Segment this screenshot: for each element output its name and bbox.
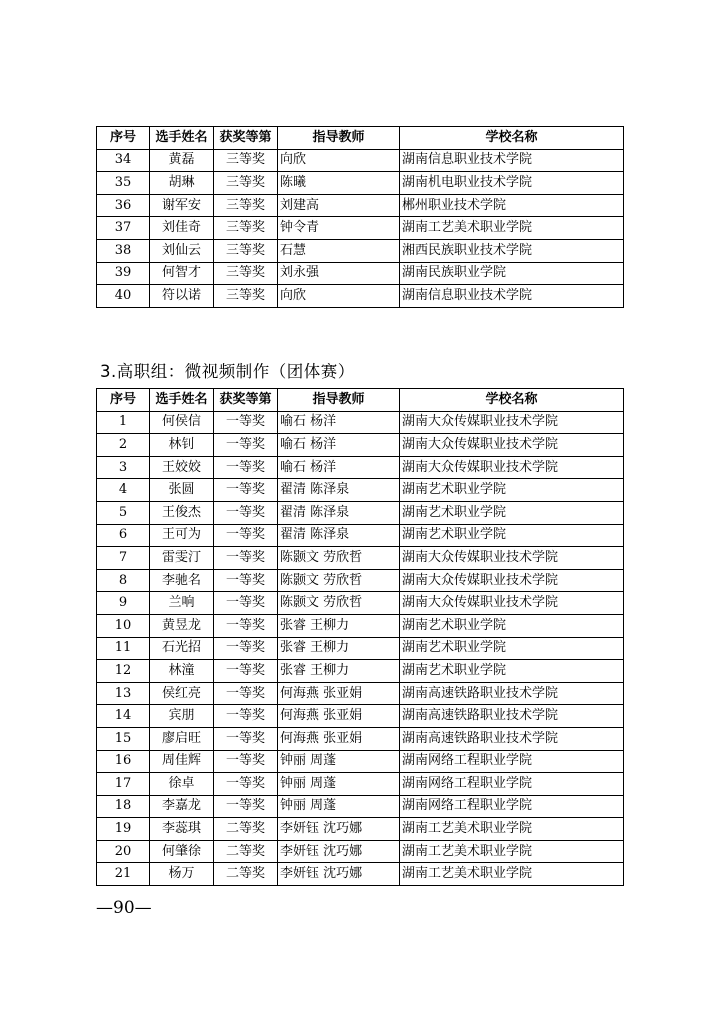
cell-contestant: 李驰名	[150, 569, 214, 592]
awards-table-continued	[96, 126, 624, 308]
cell-school: 湖南高速铁路职业技术学院	[400, 727, 624, 750]
table-row	[97, 592, 624, 615]
cell-award: 一等奖	[214, 795, 278, 818]
cell-school: 湖南机电职业技术学院	[400, 172, 624, 195]
page-number: —90—	[96, 898, 152, 918]
cell-advisor: 陈颢文 劳欣哲	[278, 547, 400, 570]
table-body	[97, 411, 624, 885]
header-award: 获奖等第	[214, 389, 278, 412]
cell-school: 湖南高速铁路职业技术学院	[400, 705, 624, 728]
table-row	[97, 727, 624, 750]
header-contestant: 选手姓名	[150, 389, 214, 412]
cell-contestant: 谢军安	[150, 194, 214, 217]
cell-award: 一等奖	[214, 524, 278, 547]
cell-contestant: 林钊	[150, 434, 214, 457]
cell-school: 湖南艺术职业学院	[400, 479, 624, 502]
table-row	[97, 750, 624, 773]
cell-contestant: 雷雯汀	[150, 547, 214, 570]
header-school: 学校名称	[400, 127, 624, 150]
cell-contestant: 张圆	[150, 479, 214, 502]
cell-award: 三等奖	[214, 239, 278, 262]
cell-advisor: 陈颢文 劳欣哲	[278, 592, 400, 615]
table-row	[97, 614, 624, 637]
cell-advisor: 陈曦	[278, 172, 400, 195]
cell-advisor: 喻石 杨洋	[278, 456, 400, 479]
cell-advisor: 翟清 陈泽泉	[278, 479, 400, 502]
table-row	[97, 149, 624, 172]
cell-advisor: 何海燕 张亚娟	[278, 727, 400, 750]
cell-school: 湖南大众传媒职业技术学院	[400, 592, 624, 615]
cell-number: 39	[97, 262, 150, 285]
table-row	[97, 285, 624, 308]
cell-number: 9	[97, 592, 150, 615]
cell-award: 一等奖	[214, 434, 278, 457]
header-advisor: 指导教师	[278, 127, 400, 150]
cell-contestant: 侯红亮	[150, 682, 214, 705]
cell-school: 湖南大众传媒职业技术学院	[400, 434, 624, 457]
cell-number: 20	[97, 840, 150, 863]
cell-number: 40	[97, 285, 150, 308]
cell-number: 37	[97, 217, 150, 240]
cell-school: 湖南艺术职业学院	[400, 637, 624, 660]
cell-advisor: 喻石 杨洋	[278, 434, 400, 457]
table-row	[97, 863, 624, 886]
cell-number: 13	[97, 682, 150, 705]
cell-number: 6	[97, 524, 150, 547]
table-row	[97, 172, 624, 195]
cell-contestant: 何侯信	[150, 411, 214, 434]
cell-school: 湖南信息职业技术学院	[400, 149, 624, 172]
table-row	[97, 194, 624, 217]
cell-school: 湘西民族职业技术学院	[400, 239, 624, 262]
cell-advisor: 何海燕 张亚娟	[278, 705, 400, 728]
table-body	[97, 149, 624, 307]
cell-advisor: 钟丽 周蓬	[278, 795, 400, 818]
cell-award: 二等奖	[214, 840, 278, 863]
header-contestant: 选手姓名	[150, 127, 214, 150]
table-row	[97, 456, 624, 479]
cell-advisor: 何海燕 张亚娟	[278, 682, 400, 705]
cell-contestant: 兰响	[150, 592, 214, 615]
cell-school: 湖南民族职业学院	[400, 262, 624, 285]
table-row	[97, 660, 624, 683]
table-row	[97, 239, 624, 262]
cell-advisor: 刘建高	[278, 194, 400, 217]
cell-number: 5	[97, 501, 150, 524]
cell-school: 湖南网络工程职业学院	[400, 773, 624, 796]
cell-advisor: 陈颢文 劳欣哲	[278, 569, 400, 592]
cell-advisor: 钟丽 周蓬	[278, 750, 400, 773]
header-advisor: 指导教师	[278, 389, 400, 412]
cell-award: 一等奖	[214, 682, 278, 705]
cell-school: 湖南网络工程职业学院	[400, 795, 624, 818]
table-row	[97, 434, 624, 457]
cell-advisor: 张睿 王柳力	[278, 614, 400, 637]
cell-award: 一等奖	[214, 592, 278, 615]
table-row	[97, 840, 624, 863]
table-row	[97, 705, 624, 728]
cell-number: 10	[97, 614, 150, 637]
cell-award: 一等奖	[214, 411, 278, 434]
cell-advisor: 李妍钰 沈巧娜	[278, 840, 400, 863]
cell-number: 14	[97, 705, 150, 728]
table-row	[97, 547, 624, 570]
cell-school: 湖南信息职业技术学院	[400, 285, 624, 308]
cell-advisor: 石慧	[278, 239, 400, 262]
cell-award: 三等奖	[214, 172, 278, 195]
cell-advisor: 李妍钰 沈巧娜	[278, 863, 400, 886]
cell-school: 湖南工艺美术职业学院	[400, 840, 624, 863]
cell-advisor: 翟清 陈泽泉	[278, 501, 400, 524]
cell-contestant: 周佳辉	[150, 750, 214, 773]
table-row	[97, 637, 624, 660]
cell-advisor: 张睿 王柳力	[278, 637, 400, 660]
cell-school: 湖南大众传媒职业技术学院	[400, 456, 624, 479]
cell-contestant: 黄磊	[150, 149, 214, 172]
cell-contestant: 李嘉龙	[150, 795, 214, 818]
cell-school: 湖南工艺美术职业学院	[400, 863, 624, 886]
table-row	[97, 217, 624, 240]
header-award: 获奖等第	[214, 127, 278, 150]
cell-number: 35	[97, 172, 150, 195]
cell-number: 8	[97, 569, 150, 592]
cell-contestant: 刘仙云	[150, 239, 214, 262]
cell-award: 一等奖	[214, 456, 278, 479]
cell-number: 16	[97, 750, 150, 773]
cell-advisor: 翟清 陈泽泉	[278, 524, 400, 547]
cell-number: 3	[97, 456, 150, 479]
cell-award: 一等奖	[214, 705, 278, 728]
table-row	[97, 818, 624, 841]
cell-contestant: 刘佳奇	[150, 217, 214, 240]
cell-number: 11	[97, 637, 150, 660]
table-row	[97, 479, 624, 502]
cell-school: 湖南艺术职业学院	[400, 660, 624, 683]
cell-school: 湖南高速铁路职业技术学院	[400, 682, 624, 705]
cell-contestant: 徐卓	[150, 773, 214, 796]
cell-award: 三等奖	[214, 149, 278, 172]
cell-contestant: 符以诺	[150, 285, 214, 308]
table-row	[97, 682, 624, 705]
cell-contestant: 胡琳	[150, 172, 214, 195]
cell-award: 一等奖	[214, 750, 278, 773]
cell-contestant: 黄昱龙	[150, 614, 214, 637]
cell-school: 湖南艺术职业学院	[400, 524, 624, 547]
cell-award: 一等奖	[214, 637, 278, 660]
cell-contestant: 李蕊琪	[150, 818, 214, 841]
cell-school: 湖南大众传媒职业技术学院	[400, 569, 624, 592]
section-title: 3.高职组：微视频制作（团体赛）	[100, 362, 355, 381]
cell-school: 湖南网络工程职业学院	[400, 750, 624, 773]
cell-advisor: 钟令青	[278, 217, 400, 240]
header-number: 序号	[97, 127, 150, 150]
cell-contestant: 杨万	[150, 863, 214, 886]
table-header-row	[97, 127, 624, 150]
cell-contestant: 廖启旺	[150, 727, 214, 750]
cell-advisor: 向欣	[278, 149, 400, 172]
cell-award: 一等奖	[214, 660, 278, 683]
cell-number: 18	[97, 795, 150, 818]
cell-award: 二等奖	[214, 818, 278, 841]
table-row	[97, 262, 624, 285]
table-row	[97, 524, 624, 547]
cell-advisor: 喻石 杨洋	[278, 411, 400, 434]
cell-advisor: 向欣	[278, 285, 400, 308]
cell-contestant: 何肇徐	[150, 840, 214, 863]
table-row	[97, 773, 624, 796]
cell-school: 湖南大众传媒职业技术学院	[400, 547, 624, 570]
cell-award: 三等奖	[214, 285, 278, 308]
table-row	[97, 411, 624, 434]
cell-award: 一等奖	[214, 569, 278, 592]
cell-school: 湖南工艺美术职业学院	[400, 818, 624, 841]
cell-award: 三等奖	[214, 194, 278, 217]
cell-number: 36	[97, 194, 150, 217]
cell-advisor: 李妍钰 沈巧娜	[278, 818, 400, 841]
cell-award: 一等奖	[214, 727, 278, 750]
cell-number: 2	[97, 434, 150, 457]
cell-award: 一等奖	[214, 614, 278, 637]
header-school: 学校名称	[400, 389, 624, 412]
cell-contestant: 王可为	[150, 524, 214, 547]
cell-number: 21	[97, 863, 150, 886]
cell-contestant: 王俊杰	[150, 501, 214, 524]
cell-contestant: 石光招	[150, 637, 214, 660]
cell-number: 15	[97, 727, 150, 750]
cell-award: 三等奖	[214, 217, 278, 240]
cell-school: 湖南大众传媒职业技术学院	[400, 411, 624, 434]
cell-number: 7	[97, 547, 150, 570]
cell-award: 一等奖	[214, 479, 278, 502]
cell-contestant: 林潼	[150, 660, 214, 683]
cell-number: 38	[97, 239, 150, 262]
cell-award: 一等奖	[214, 773, 278, 796]
cell-award: 三等奖	[214, 262, 278, 285]
cell-number: 1	[97, 411, 150, 434]
cell-school: 湖南艺术职业学院	[400, 501, 624, 524]
cell-school: 湖南艺术职业学院	[400, 614, 624, 637]
cell-contestant: 何智才	[150, 262, 214, 285]
cell-number: 34	[97, 149, 150, 172]
table-row	[97, 795, 624, 818]
header-number: 序号	[97, 389, 150, 412]
cell-number: 17	[97, 773, 150, 796]
cell-number: 19	[97, 818, 150, 841]
table-header-row	[97, 389, 624, 412]
awards-table-micro-video	[96, 388, 624, 886]
cell-school: 湖南工艺美术职业学院	[400, 217, 624, 240]
cell-advisor: 刘永强	[278, 262, 400, 285]
table-row	[97, 569, 624, 592]
cell-award: 一等奖	[214, 547, 278, 570]
cell-number: 4	[97, 479, 150, 502]
table-row	[97, 501, 624, 524]
cell-award: 二等奖	[214, 863, 278, 886]
cell-award: 一等奖	[214, 501, 278, 524]
cell-contestant: 王姣姣	[150, 456, 214, 479]
cell-school: 郴州职业技术学院	[400, 194, 624, 217]
cell-advisor: 张睿 王柳力	[278, 660, 400, 683]
cell-contestant: 宾朋	[150, 705, 214, 728]
cell-number: 12	[97, 660, 150, 683]
cell-advisor: 钟丽 周蓬	[278, 773, 400, 796]
